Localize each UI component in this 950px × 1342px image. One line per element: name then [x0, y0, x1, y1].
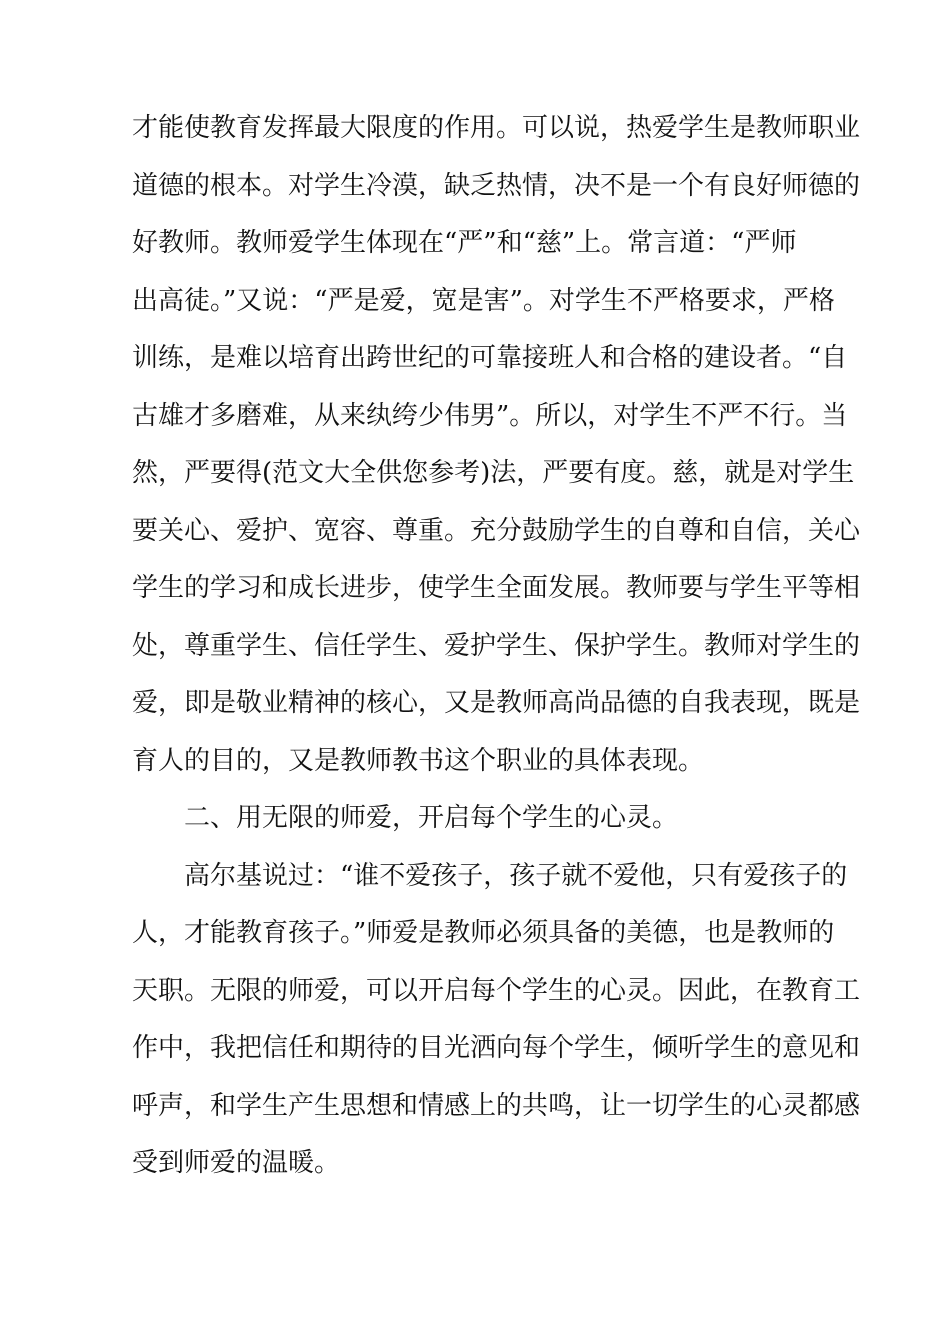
text-line: 天职。无限的师爱，可以开启每个学生的心灵。因此，在教育工	[132, 975, 861, 1006]
text-line: 人，才能教育孩子。”师爱是教师必须具备的美德，也是教师的	[132, 918, 835, 948]
text-line: 处，尊重学生、信任学生、爱护学生、保护学生。教师对学生的	[132, 630, 861, 661]
text-line: 才能使教育发挥最大限度的作用。可以说，热爱学生是教师职业	[132, 113, 861, 143]
text-line: 要关心、爱护、宽容、尊重。充分鼓励学生的自尊和自信，关心	[132, 515, 861, 546]
text-line: 古雄才多磨难，从来纨绔少伟男”。所以，对学生不严不行。当	[132, 400, 848, 431]
text-line: 好教师。教师爱学生体现在“严”和“慈”上。常言道：“严师	[132, 228, 797, 258]
text-line: 呼声，和学生产生思想和情感上的共鸣，让一切学生的心灵都感	[132, 1090, 861, 1121]
text-line: 学生的学习和成长进步，使学生全面发展。教师要与学生平等相	[132, 573, 861, 603]
text-line: 道德的根本。对学生冷漠，缺乏热情，决不是一个有良好师德的	[132, 170, 861, 201]
section-heading: 二、用无限的师爱，开启每个学生的心灵。	[184, 803, 679, 833]
text-line: 训练，是难以培育出跨世纪的可靠接班人和合格的建设者。“自	[132, 343, 848, 373]
document-body	[132, 100, 861, 1193]
text-line: 出高徒。”又说：“严是爱，宽是害”。对学生不严格要求，严格	[132, 285, 835, 316]
text-line: 作中，我把信任和期待的目光洒向每个学生，倾听学生的意见和	[132, 1033, 861, 1063]
paragraph-first-line: 高尔基说过：“谁不爱孩子，孩子就不爱他，只有爱孩子的	[184, 860, 848, 891]
text-line: 育人的目的，又是教师教书这个职业的具体表现。	[132, 745, 705, 776]
text-line: 然，严要得(范文大全供您参考)法，严要有度。慈，就是对学生	[132, 458, 855, 488]
text-line: 爱，即是敬业精神的核心，又是教师高尚品德的自我表现，既是	[132, 688, 861, 718]
text-line: 受到师爱的温暖。	[132, 1148, 341, 1178]
